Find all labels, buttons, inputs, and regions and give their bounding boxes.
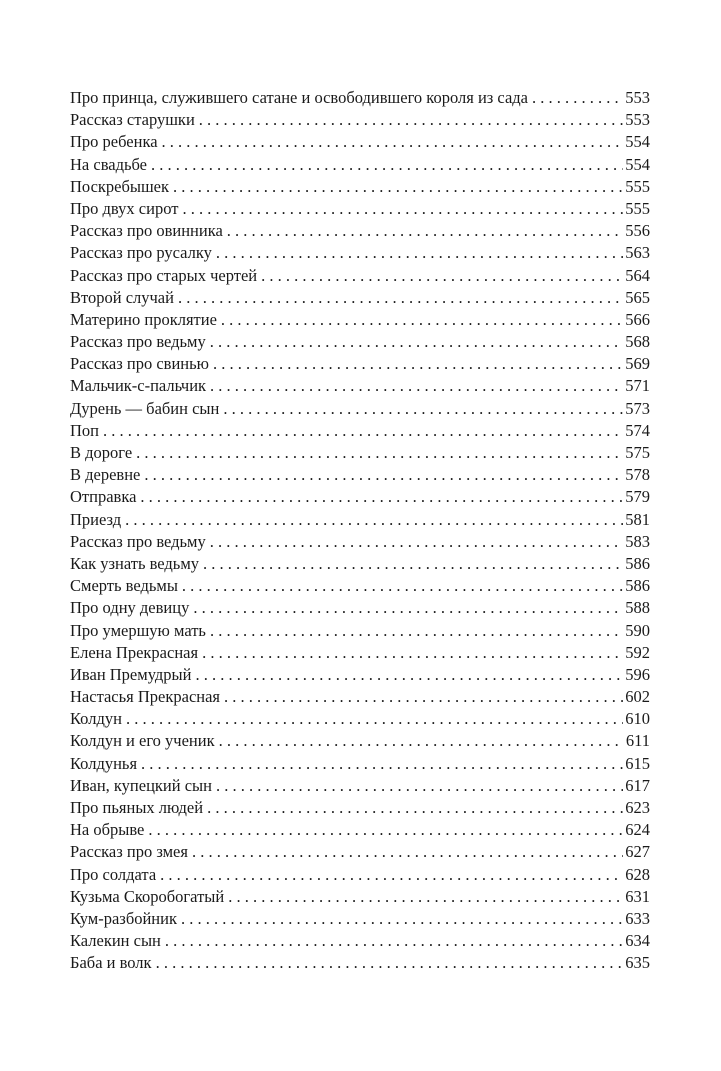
toc-entry [70,242,650,264]
toc-entry-title: Калекин сын [70,931,161,951]
toc-entry-title: В дороге [70,443,133,462]
toc-entry-page-number: 555 [625,198,650,218]
toc-entry [70,597,650,619]
toc-entry-page-number: 596 [625,664,650,684]
toc-dot-leader [219,730,624,752]
toc-entry [70,154,650,176]
toc-dot-leader [103,420,623,442]
toc-entry-page-number: 554 [625,132,650,152]
toc-dot-leader [203,553,623,575]
toc-entry-title: На обрыве [70,820,145,840]
toc-entry-title: Про ребенка [70,132,158,152]
toc-entry-title: Про принца, служившего сатане и освободившего короля из сада [70,88,529,107]
toc-entry [70,797,650,819]
toc-entry-page-number: 555 [625,176,650,196]
toc-dot-leader [160,864,623,886]
toc-entry-title: Колдун [70,709,122,729]
toc-dot-leader [141,753,623,775]
toc-dot-leader [181,908,623,930]
toc-dot-leader [207,797,623,819]
toc-entry-page-number: 610 [625,709,650,729]
table-of-contents [70,87,650,975]
toc-dot-leader [182,198,623,220]
toc-dot-leader [216,242,623,264]
toc-entry-title: Кум-разбойник [70,908,177,928]
toc-entry-page-number: 631 [625,886,650,906]
toc-entry [70,442,650,464]
toc-entry-title: Мальчик-с-пальчик [70,376,207,396]
toc-entry-page-number: 566 [625,309,650,329]
toc-entry-page-number: 617 [625,775,650,795]
toc-entry-title: Про солдата [70,864,157,884]
toc-entry-title: Колдунья [70,753,138,773]
toc-entry-page-number: 575 [625,443,650,462]
toc-entry-title: Как узнать ведьму [70,553,200,573]
toc-entry-page-number: 627 [625,842,650,862]
toc-entry [70,775,650,797]
toc-entry [70,930,650,952]
toc-entry-title: Рассказ про ведьму [70,531,206,551]
toc-entry-page-number: 628 [625,864,650,884]
toc-entry-page-number: 586 [625,553,650,573]
toc-entry-page-number: 573 [625,398,650,418]
toc-entry-page-number: 586 [625,576,650,596]
toc-dot-leader [165,930,623,952]
toc-entry-page-number: 569 [625,354,650,374]
toc-entry [70,265,650,287]
toc-entry-title: Второй случай [70,287,174,307]
toc-entry-title: Отправка [70,487,137,507]
toc-dot-leader [125,509,623,531]
toc-entry [70,131,650,153]
toc-entry-page-number: 579 [625,487,650,507]
toc-entry [70,220,650,242]
toc-dot-leader [136,442,623,464]
toc-dot-leader [148,819,623,841]
toc-dot-leader [227,220,623,242]
toc-entry-title: Про одну девицу [70,598,190,618]
toc-dot-leader [173,176,623,198]
toc-dot-leader [193,597,623,619]
toc-entry-page-number: 624 [625,820,650,840]
toc-dot-leader [223,398,623,420]
toc-entry-title: Дурень — бабин сын [70,398,220,418]
toc-entry-title: Иван Премудрый [70,664,192,684]
toc-entry [70,353,650,375]
toc-dot-leader [192,841,623,863]
toc-entry-title: Рассказ про старых чертей [70,265,258,285]
toc-entry-title: Поп [70,420,99,440]
toc-entry-page-number: 574 [625,420,650,440]
toc-dot-leader [210,331,624,353]
toc-dot-leader [261,265,623,287]
toc-dot-leader [216,775,623,797]
toc-entry [70,531,650,553]
toc-dot-leader [140,486,623,508]
toc-entry-page-number: 634 [625,931,650,951]
toc-dot-leader [156,952,624,974]
toc-entry [70,509,650,531]
toc-entry-page-number: 583 [625,531,650,551]
toc-dot-leader [532,87,623,109]
toc-entry-page-number: 633 [625,908,650,928]
toc-entry [70,642,650,664]
toc-entry-title: Рассказ про змея [70,842,188,862]
toc-dot-leader [126,708,623,730]
toc-entry [70,87,650,109]
toc-entry [70,819,650,841]
toc-dot-leader [213,353,623,375]
toc-entry-title: Колдун и его ученик [70,731,215,751]
toc-dot-leader [224,686,623,708]
toc-entry [70,952,650,974]
toc-entry-title: Рассказ старушки [70,110,195,130]
toc-entry [70,553,650,575]
toc-entry-title: Баба и волк [70,953,152,973]
toc-entry [70,841,650,863]
toc-entry [70,886,650,908]
toc-entry-title: Про умершую мать [70,620,206,640]
toc-entry-page-number: 592 [625,642,650,662]
toc-entry [70,708,650,730]
toc-entry-title: Рассказ про русалку [70,243,212,263]
toc-entry-page-number: 565 [625,287,650,307]
toc-entry [70,198,650,220]
toc-dot-leader [228,886,623,908]
toc-entry-title: Приезд [70,509,122,529]
toc-entry-page-number: 556 [625,221,650,241]
toc-entry [70,375,650,397]
toc-dot-leader [195,664,623,686]
toc-entry-page-number: 578 [625,465,650,485]
toc-entry-title: Иван, купецкий сын [70,775,212,795]
toc-dot-leader [182,575,623,597]
toc-entry-page-number: 602 [625,687,650,707]
toc-entry-page-number: 554 [625,154,650,174]
toc-dot-leader [210,531,624,553]
toc-entry-page-number: 571 [625,376,650,396]
toc-entry-title: В деревне [70,465,141,485]
toc-entry-page-number: 635 [625,953,650,973]
toc-dot-leader [178,287,623,309]
toc-entry-title: Кузьма Скоробогатый [70,886,225,906]
toc-entry-page-number: 590 [625,620,650,640]
toc-entry [70,464,650,486]
toc-entry [70,575,650,597]
toc-entry-page-number: 563 [625,243,650,263]
toc-entry [70,664,650,686]
toc-entry-page-number: 553 [625,88,650,107]
toc-entry [70,398,650,420]
toc-entry-page-number: 553 [625,110,650,130]
toc-entry [70,486,650,508]
toc-entry [70,620,650,642]
toc-dot-leader [210,375,623,397]
toc-entry [70,908,650,930]
toc-entry-title: Настасья Прекрасная [70,687,221,707]
toc-dot-leader [162,131,624,153]
toc-entry [70,287,650,309]
toc-entry-title: Рассказ про ведьму [70,332,206,352]
toc-entry-title: Смерть ведьмы [70,576,178,596]
toc-entry [70,753,650,775]
toc-entry-page-number: 564 [625,265,650,285]
toc-dot-leader [199,109,623,131]
toc-entry-title: Елена Прекрасная [70,642,199,662]
toc-entry-title: На свадьбе [70,154,148,174]
toc-entry [70,331,650,353]
toc-entry [70,176,650,198]
toc-dot-leader [151,154,623,176]
toc-entry-title: Про двух сирот [70,198,179,218]
toc-entry [70,864,650,886]
toc-dot-leader [202,642,623,664]
toc-dot-leader [210,620,623,642]
toc-entry [70,309,650,331]
toc-entry [70,686,650,708]
toc-dot-leader [221,309,623,331]
toc-entry-page-number: 581 [625,509,650,529]
toc-entry-page-number: 588 [625,598,650,618]
toc-entry-title: Про пьяных людей [70,798,204,817]
toc-entry-page-number: 568 [625,332,650,352]
toc-entry [70,420,650,442]
toc-entry-page-number: 611 [625,731,650,751]
toc-entry-page-number: 615 [625,753,650,773]
toc-entry-title: Материно проклятие [70,309,217,329]
toc-entry [70,730,650,752]
toc-entry-title: Рассказ про овинника [70,221,223,241]
toc-dot-leader [144,464,623,486]
toc-entry-title: Рассказ про свинью [70,354,209,374]
toc-entry-title: Поскребышек [70,176,170,196]
toc-entry [70,109,650,131]
toc-entry-page-number: 623 [625,798,650,817]
